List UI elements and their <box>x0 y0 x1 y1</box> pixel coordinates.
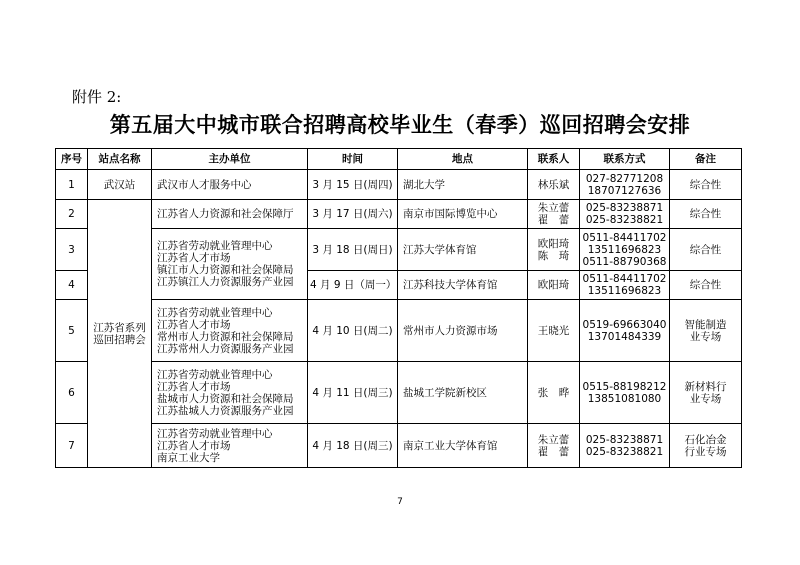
location-cell: 南京工业大学体育馆 <box>398 424 528 468</box>
contact-line: 张 晔 <box>537 386 570 399</box>
table-row <box>56 229 742 271</box>
contact-cell <box>528 229 580 271</box>
table-row <box>56 300 742 362</box>
phone-line: 025-83238821 <box>585 445 664 458</box>
site-name: 武汉站 <box>88 170 152 200</box>
location-cell: 常州市人力资源市场 <box>398 300 528 362</box>
note-line: 新材料行 <box>684 380 727 393</box>
note-line: 综合性 <box>689 243 722 256</box>
location-cell: 盐城工学院新校区 <box>398 362 528 424</box>
phone-line: 0519-69663040 <box>582 318 667 331</box>
phone-line: 0511-84411702 <box>582 273 667 285</box>
table-row <box>56 170 742 200</box>
header-cell: 主办单位 <box>152 149 308 170</box>
organizer-cell <box>152 424 308 468</box>
contact-line: 欧阳琦 <box>537 279 570 291</box>
row-number: 3 <box>56 229 88 271</box>
organizer-line: 江苏省劳动就业管理中心 <box>157 427 273 440</box>
organizer-line: 江苏镇江人力资源服务产业园 <box>157 276 294 288</box>
site-line: 巡回招聘会 <box>93 333 146 346</box>
organizer-line: 江苏省人才市场 <box>157 318 231 331</box>
contact-line: 陈 琦 <box>537 249 570 262</box>
organizer-cell <box>152 170 308 200</box>
contact-line: 朱立蕾 <box>537 433 570 446</box>
contact-cell <box>528 424 580 468</box>
note-cell <box>670 200 742 229</box>
phone-line: 025-83238871 <box>585 433 664 446</box>
table-row <box>56 362 742 424</box>
row-number: 4 <box>56 271 88 300</box>
note-line: 业专场 <box>689 330 722 343</box>
row-number: 5 <box>56 300 88 362</box>
organizer-cell <box>152 229 308 300</box>
phone-cell <box>580 300 670 362</box>
phone-line: 13511696823 <box>587 243 662 256</box>
note-cell <box>670 170 742 200</box>
organizer-line: 江苏省人才市场 <box>157 380 231 393</box>
note-cell <box>670 300 742 362</box>
organizer-line: 常州市人力资源和社会保障局 <box>157 330 294 343</box>
note-line: 行业专场 <box>684 445 727 458</box>
phone-cell <box>580 170 670 200</box>
phone-line: 13851081080 <box>587 392 662 405</box>
contact-cell <box>528 271 580 300</box>
location-cell: 江苏科技大学体育馆 <box>398 271 528 300</box>
organizer-line: 南京工业大学 <box>157 451 220 464</box>
phone-cell <box>580 229 670 271</box>
header-cell: 联系人 <box>528 149 580 170</box>
phone-cell <box>580 424 670 468</box>
organizer-line: 江苏常州人力资源服务产业园 <box>157 342 294 355</box>
note-cell <box>670 271 742 300</box>
location-cell: 湖北大学 <box>398 170 528 200</box>
phone-line: 027-82771208 <box>585 172 664 185</box>
contact-line: 林乐斌 <box>537 178 570 191</box>
phone-line: 025-83238871 <box>585 202 664 214</box>
header-cell: 地点 <box>398 149 528 170</box>
site-line: 江苏省系列 <box>93 321 146 334</box>
table-row <box>56 200 742 229</box>
contact-line: 王晓光 <box>537 324 570 337</box>
organizer-cell <box>152 362 308 424</box>
attachment-label: 附件 2: <box>72 88 122 106</box>
contact-cell <box>528 300 580 362</box>
phone-line: 0515-88198212 <box>582 380 667 393</box>
phone-line: 0511-88790368 <box>582 255 667 268</box>
phone-cell <box>580 200 670 229</box>
time-cell: 3 月 18 日(周日) <box>308 229 398 271</box>
note-line: 综合性 <box>689 178 722 191</box>
contact-cell <box>528 170 580 200</box>
organizer-cell <box>152 200 308 229</box>
document-title: 第五届大中城市联合招聘高校毕业生（春季）巡回招聘会安排 <box>109 112 691 137</box>
row-number: 1 <box>56 170 88 200</box>
schedule-table <box>55 148 742 468</box>
note-line: 智能制造 <box>684 318 727 331</box>
page-number: 7 <box>397 497 403 507</box>
organizer-line: 武汉市人才服务中心 <box>157 178 252 191</box>
header-cell: 联系方式 <box>580 149 670 170</box>
time-cell: 3 月 17 日(周六) <box>308 200 398 229</box>
organizer-line: 江苏盐城人力资源服务产业园 <box>157 404 294 417</box>
phone-line: 13511696823 <box>587 285 662 297</box>
header-cell: 时间 <box>308 149 398 170</box>
contact-line: 朱立蕾 <box>537 202 570 214</box>
site-name-merged <box>88 200 152 468</box>
contact-cell <box>528 200 580 229</box>
row-number: 6 <box>56 362 88 424</box>
organizer-line: 江苏省人才市场 <box>157 252 231 264</box>
organizer-line: 镇江市人力资源和社会保障局 <box>157 264 294 276</box>
phone-line: 13701484339 <box>587 330 662 343</box>
table-row <box>56 424 742 468</box>
phone-line: 0511-84411702 <box>582 231 667 244</box>
organizer-line: 盐城市人力资源和社会保障局 <box>157 392 294 405</box>
table-header-row <box>56 149 742 170</box>
organizer-cell <box>152 300 308 362</box>
row-number: 7 <box>56 424 88 468</box>
time-cell: 3 月 15 日(周四) <box>308 170 398 200</box>
phone-cell <box>580 271 670 300</box>
contact-line: 翟 蕾 <box>537 214 570 226</box>
time-cell: 4 月 10 日(周二) <box>308 300 398 362</box>
header-cell: 序号 <box>56 149 88 170</box>
phone-line: 025-83238821 <box>585 214 664 226</box>
organizer-line: 江苏省劳动就业管理中心 <box>157 368 273 381</box>
note-line: 综合性 <box>689 279 722 291</box>
location-cell: 南京市国际博览中心 <box>398 200 528 229</box>
header-cell: 站点名称 <box>88 149 152 170</box>
note-cell <box>670 424 742 468</box>
row-number: 2 <box>56 200 88 229</box>
contact-cell <box>528 362 580 424</box>
phone-cell <box>580 362 670 424</box>
organizer-line: 江苏省人才市场 <box>157 439 231 452</box>
time-cell: 4 月 18 日(周三) <box>308 424 398 468</box>
time-cell: 4 月 11 日(周三) <box>308 362 398 424</box>
note-line: 石化冶金 <box>684 433 727 446</box>
phone-line: 18707127636 <box>587 184 662 197</box>
note-cell <box>670 229 742 271</box>
time-cell: 4 月 9 日（周一） <box>308 271 398 300</box>
organizer-line: 江苏省劳动就业管理中心 <box>157 240 273 252</box>
contact-line: 欧阳琦 <box>537 237 570 250</box>
organizer-line: 江苏省劳动就业管理中心 <box>157 306 273 319</box>
location-cell: 江苏大学体育馆 <box>398 229 528 271</box>
contact-line: 翟 蕾 <box>537 445 570 458</box>
header-cell: 备注 <box>670 149 742 170</box>
organizer-line: 江苏省人力资源和社会保障厅 <box>157 208 294 220</box>
note-line: 业专场 <box>689 392 722 405</box>
note-cell <box>670 362 742 424</box>
note-line: 综合性 <box>689 208 722 220</box>
